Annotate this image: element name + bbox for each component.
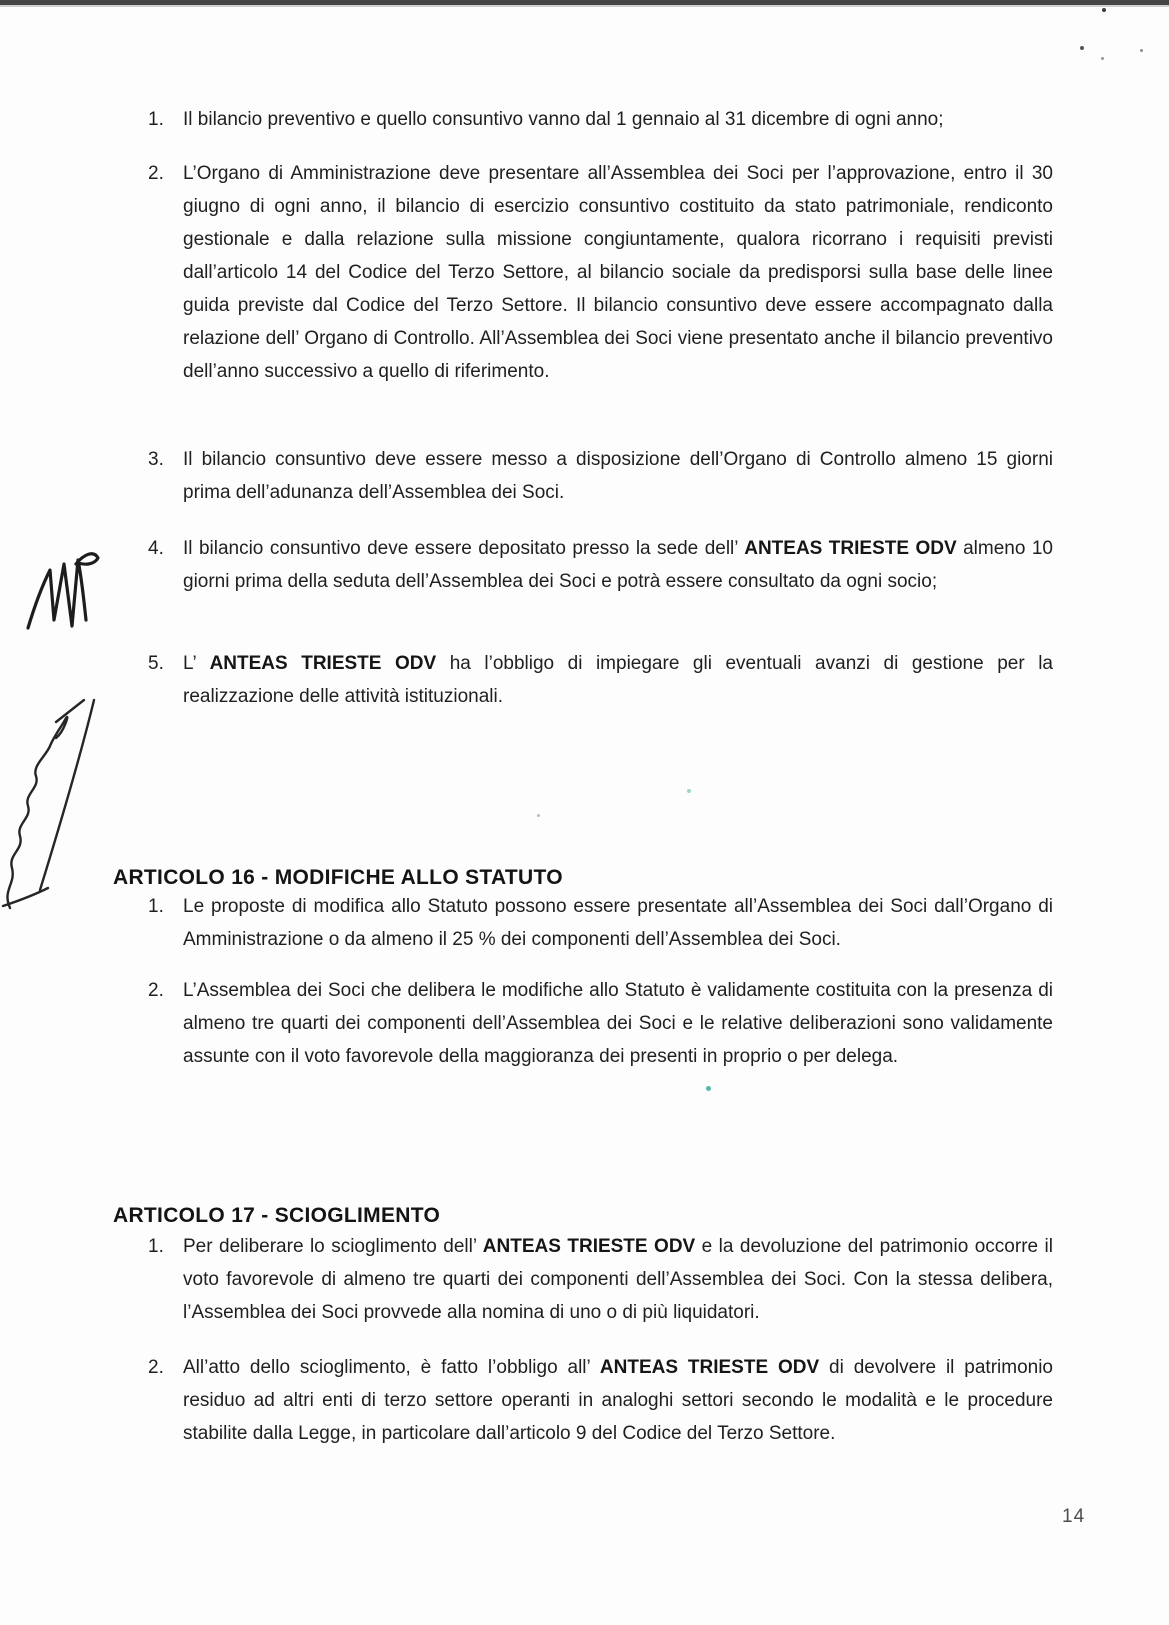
list-item-text: Le proposte di modifica allo Statuto possono essere presentate all’Assemblea dei Soci dall’Organo di Amministrazione o da almeno il 25 % dei componenti dell’Assemblea dei Soci. (183, 896, 1053, 950)
list-item (148, 157, 1053, 388)
list-item-text: L’Organo di Amministrazione deve presentare all’Assemblea dei Soci per l’approvazione, entro il 30 giugno di ogni anno, il bilancio di esercizio consuntivo costituito da stato patrimoniale, rendiconto gestionale e dalla relazione sulla missione congiuntamente, qualora ricorrano i requisiti previsti dall’articolo 14 del Codice del Terzo Settore, al bilancio sociale da predisporsi sulla base delle linee guida previste dal Codice del Terzo Settore. Il bilancio consuntivo deve essere accompagnato dalla relazione dell’ Organo di Controllo. All’Assemblea dei Soci viene presentato anche il bilancio preventivo dell’anno successivo a quello di riferimento. (183, 163, 1053, 382)
scan-speckle (537, 814, 540, 817)
articolo-16-heading: ARTICOLO 16 - MODIFICHE ALLO STATUTO (113, 866, 563, 890)
list-item-text: L’ ANTEAS TRIESTE ODV ha l’obbligo di impiegare gli eventuali avanzi di gestione per la realizzazione delle attività istituzionali. (183, 653, 1053, 707)
scan-speckle (1140, 49, 1143, 52)
scan-speckle (687, 789, 691, 793)
list-item-text: L’Assemblea dei Soci che delibera le modifiche allo Statuto è validamente costituita con la presenza di almeno tre quarti dei componenti dell’Assemblea dei Soci e le relative deliberazioni sono validamente assunte con il voto favorevole della maggioranza dei presenti in proprio o per delega. (183, 980, 1053, 1067)
list-item-number: 4. (148, 538, 164, 559)
list-item (148, 1230, 1053, 1329)
list-item-number: 1. (148, 896, 164, 917)
list-item-number: 5. (148, 653, 164, 674)
list-item (148, 532, 1053, 598)
scan-speckle (1080, 46, 1084, 50)
list-item-number: 2. (148, 1357, 164, 1378)
handwritten-signature (0, 688, 102, 923)
handwritten-initials (18, 548, 104, 650)
scan-speckle (1101, 57, 1104, 60)
list-item-text: Per deliberare lo scioglimento dell’ ANTEAS TRIESTE ODV e la devoluzione del patrimonio occorre il voto favorevole di almeno tre quarti dei componenti dell’Assemblea dei Soci. Con la stessa delibera, l’Assemblea dei Soci provvede alla nomina di uno o di più liquidatori. (183, 1236, 1053, 1323)
list-item-text: All’atto dello scioglimento, è fatto l’obbligo all’ ANTEAS TRIESTE ODV di devolvere il patrimonio residuo ad altri enti di terzo settore operanti in analoghi settori secondo le modalità e le procedure stabilite dalla Legge, in particolare dall’articolo 9 del Codice del Terzo Settore. (183, 1357, 1053, 1444)
list-item (148, 1351, 1053, 1450)
list-item-number: 1. (148, 1236, 164, 1257)
list-item-text: Il bilancio preventivo e quello consuntivo vanno dal 1 gennaio al 31 dicembre di ogni anno; (183, 109, 944, 130)
articolo-17-heading: ARTICOLO 17 - SCIOGLIMENTO (113, 1204, 441, 1228)
scan-speckle (1102, 8, 1106, 12)
list-item-number: 1. (148, 109, 164, 130)
list-item (148, 647, 1053, 713)
list-item-number: 3. (148, 449, 164, 470)
list-item-number: 2. (148, 980, 164, 1001)
list-item (148, 443, 1053, 509)
scan-speckle (706, 1086, 711, 1091)
list-item (148, 890, 1053, 956)
list-item (148, 103, 1053, 136)
list-item-number: 2. (148, 163, 164, 184)
list-item-text: Il bilancio consuntivo deve essere depositato presso la sede dell’ ANTEAS TRIESTE ODV almeno 10 giorni prima della seduta dell’Assemblea dei Soci e potrà essere consultato da ogni socio; (183, 538, 1053, 592)
list-item-text: Il bilancio consuntivo deve essere messo a disposizione dell’Organo di Controllo almeno 15 giorni prima dell’adunanza dell’Assemblea dei Soci. (183, 449, 1053, 503)
scan-edge-shadow (0, 5, 1169, 7)
list-item (148, 974, 1053, 1073)
page-number: 14 (1062, 1506, 1086, 1527)
